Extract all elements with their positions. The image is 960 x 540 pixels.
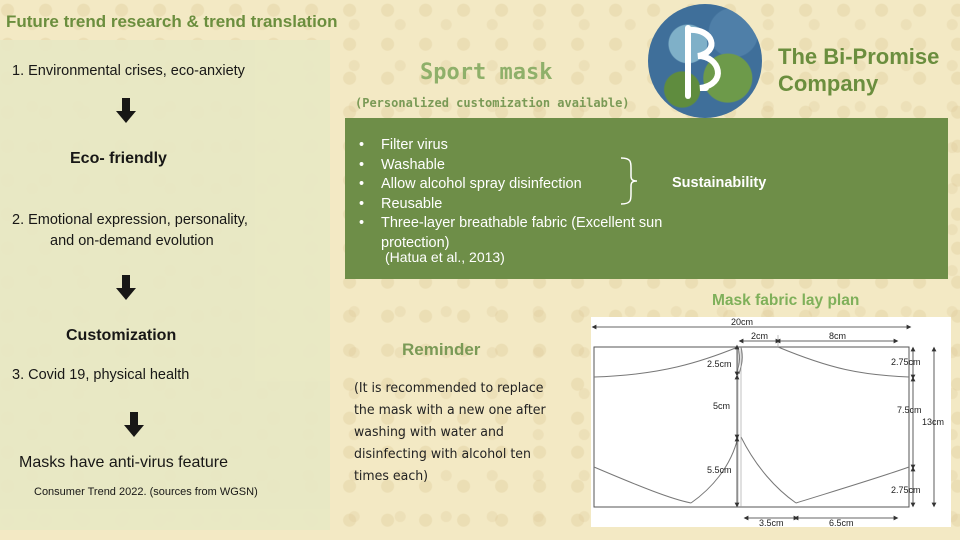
lay-plan-title: Mask fabric lay plan	[712, 292, 860, 309]
feature-item: • Reusable	[357, 195, 681, 215]
dim-label: 5.5cm	[707, 465, 732, 475]
brace-icon	[617, 156, 641, 206]
company-name	[778, 43, 939, 97]
page-title: Future trend research & trend translation	[6, 12, 338, 31]
dim-label: 2.5cm	[707, 359, 732, 369]
dim-label: 2.75cm	[891, 357, 921, 367]
dim-label: 5cm	[713, 401, 731, 411]
bp-logo-icon	[648, 4, 762, 118]
lay-plan-diagram	[591, 317, 951, 527]
reminder-text: (It is recommended to replace the mask with a new one after washing with water and disinfecting with alcohol ten times each)	[354, 380, 546, 484]
dim-label: 20cm	[731, 317, 754, 327]
company-name-line-2: Company	[778, 71, 879, 96]
trend-panel	[0, 40, 330, 530]
citation: (Hatua et al., 2013)	[385, 249, 505, 265]
feature-item: • Filter virus	[357, 136, 681, 156]
product-title: Sport mask	[420, 60, 553, 85]
source-note: Consumer Trend 2022. (sources from WGSN)	[34, 486, 258, 498]
dim-label: 7.5cm	[897, 405, 922, 415]
dim-label: 2.75cm	[891, 485, 921, 495]
reminder-title: Reminder	[402, 340, 481, 359]
trend-result-1: Eco- friendly	[70, 150, 167, 167]
feature-item: • Washable	[357, 156, 681, 176]
feature-item: • Three-layer breathable fabric (Excellent sun protection)	[357, 214, 681, 253]
sustainability-label: Sustainability	[672, 175, 767, 191]
feature-item: • Allow alcohol spray disinfection	[357, 175, 681, 195]
trend-item-2-line-2: and on-demand evolution	[50, 233, 214, 249]
trend-result-2: Customization	[66, 327, 177, 344]
dim-label: 6.5cm	[829, 518, 854, 527]
trend-result-3: Masks have anti-virus feature	[19, 454, 228, 471]
product-subtitle: (Personalized customization available)	[355, 96, 630, 110]
dim-label: 8cm	[829, 331, 847, 341]
dim-label: 3.5cm	[759, 518, 784, 527]
trend-item-3: 3. Covid 19, physical health	[12, 367, 190, 383]
trend-item-1: 1. Environmental crises, eco-anxiety	[12, 63, 245, 79]
dim-label: 2cm	[751, 331, 769, 341]
company-name-line-1: The Bi-Promise	[778, 44, 940, 69]
features-box	[345, 118, 948, 279]
trend-item-2-line-1: 2. Emotional expression, personality,	[12, 212, 248, 228]
dim-label: 13cm	[922, 417, 945, 427]
